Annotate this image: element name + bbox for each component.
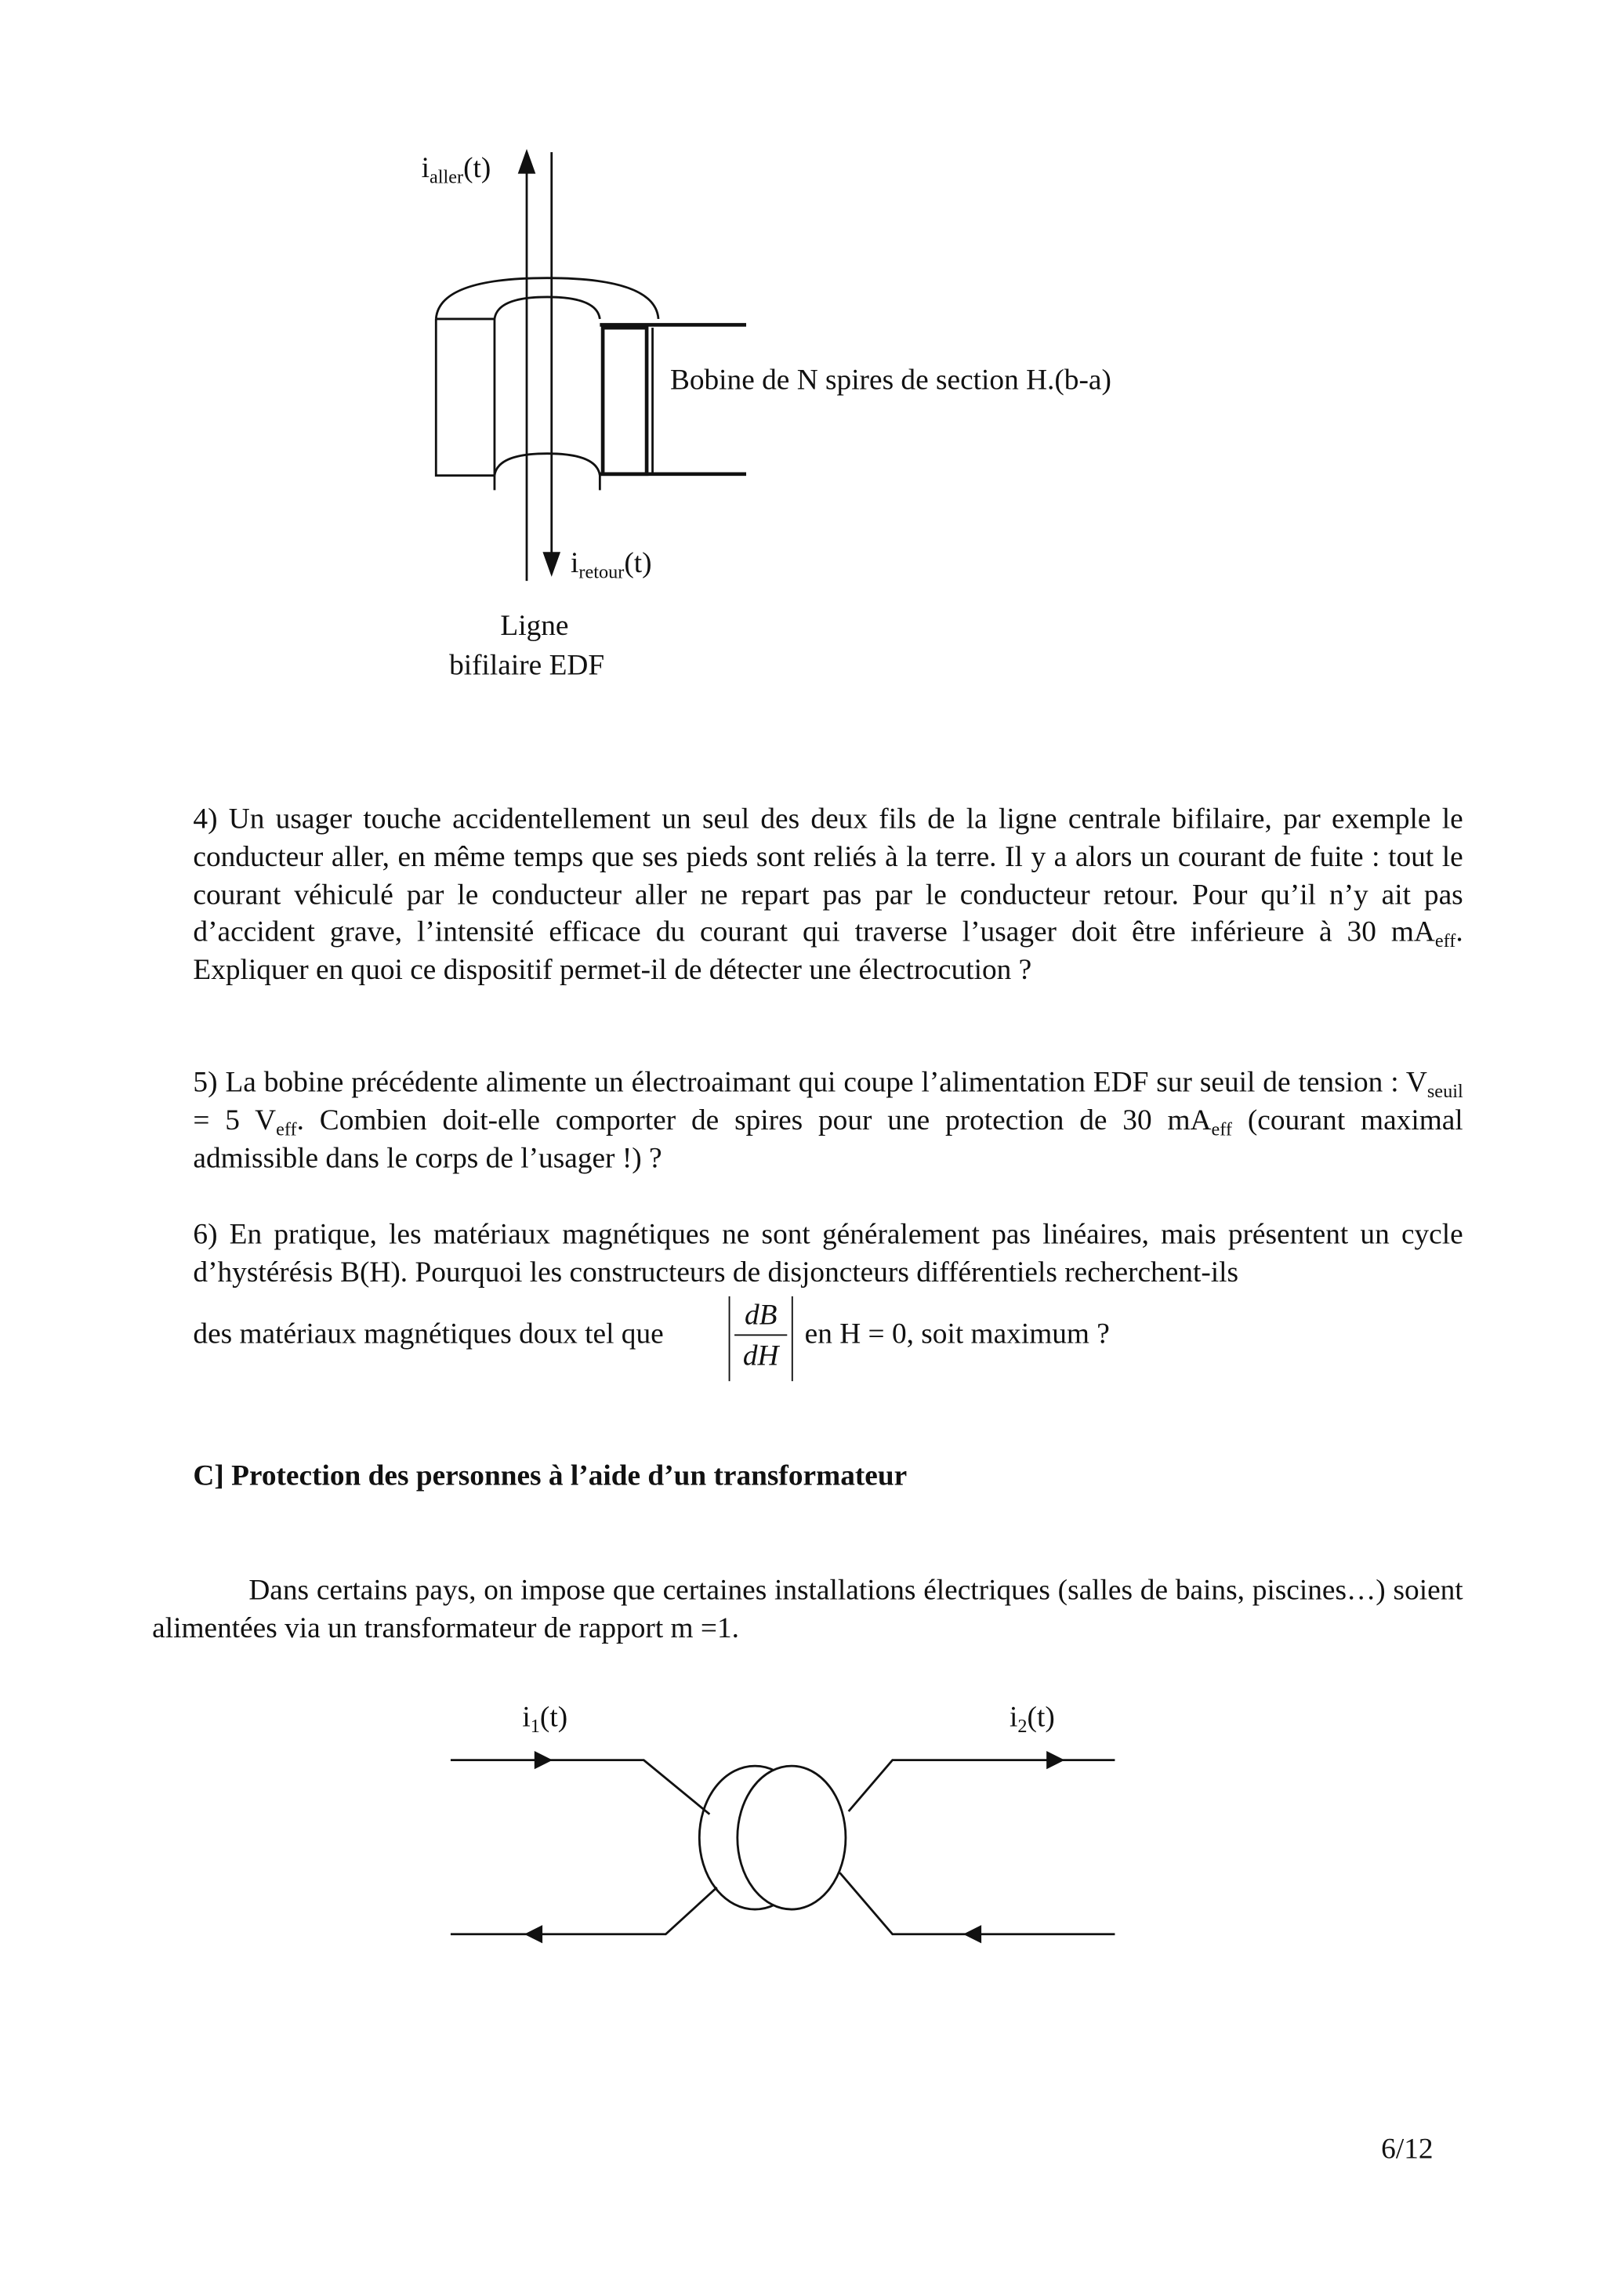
line-label-2: bifilaire EDF (449, 649, 605, 682)
question-5: 5) La bobine précédente alimente un électroaimant qui coupe l’alimentation EDF sur seuil de tension : $V_{seuil} = 5$ $V_{eff}$. Combien doit-elle comporter de spires pour une protection de 30 $mA_{eff}$ (courant maximal admissible dans le corps de l’usager !) ? (193, 1066, 1463, 1175)
secondary-winding (738, 1766, 846, 1909)
question-4: 4) Un usager touche accidentellement un seul des deux fils de la ligne centrale bifilaire, par exemple le conducteur aller, en même temps que ses pieds sont reliés à la terre. Il y a alors un courant de fuite : tout le courant véhiculé par le conducteur aller ne repart pas par le conducteur retour. Pour qu’il n’y ait pas d’accident grave, l’intensité efficace du courant qui traverse l’usager doit être inférieure à 30 $mA_{eff}$. Expliquer en quoi ce dispositif permet-il de détecter une électrocution ? (193, 803, 1463, 987)
torus-inner-arc (495, 297, 600, 319)
question-6-line: des matériaux magnétiques doux tel que (193, 1318, 664, 1350)
line-label-1: Ligne (500, 610, 569, 643)
coil-winding (603, 328, 647, 474)
question-6-end: en H = 0, soit maximum ? (804, 1318, 1110, 1350)
label-i-retour: $i_{retour}(t)$ (571, 547, 652, 582)
transformer-diagram (451, 1753, 1115, 1941)
section-c-title: C] Protection des personnes à l’aide d’un transformateur (193, 1459, 908, 1493)
question-6: 6) En pratique, les matériaux magnétiques ne sont généralement pas linéaires, mais présentent un cycle d’hystérésis B(H). Pourquoi les constructeurs de disjoncteurs différentiels recherchent-ils (193, 1218, 1463, 1289)
label-i-aller: $i_{aller}(t)$ (421, 152, 491, 187)
arrow-up-icon (520, 152, 535, 172)
coil-label: Bobine de N spires de section H.(b-a) (669, 364, 1111, 397)
label-i2: $i_2(t)$ (1010, 1701, 1055, 1737)
section-c-intro: Dans certains pays, on impose que certaines installations électriques (salles de bains, piscines…) soient alimentées via un transformateur de rapport m =1. (152, 1574, 1463, 1644)
arrow-right-icon (535, 1753, 550, 1767)
arrow-down-icon (544, 553, 559, 574)
derivative-fraction: $\frac{dB}{dH}$ (729, 1296, 793, 1381)
arrow-left-icon (527, 1927, 542, 1941)
arrow-left-icon (966, 1927, 981, 1941)
label-i1: $i_1(t)$ (522, 1701, 568, 1737)
arrow-right-icon (1048, 1753, 1063, 1767)
page-number: 6/12 (1381, 2133, 1434, 2166)
torus-outer-arc (436, 278, 658, 319)
